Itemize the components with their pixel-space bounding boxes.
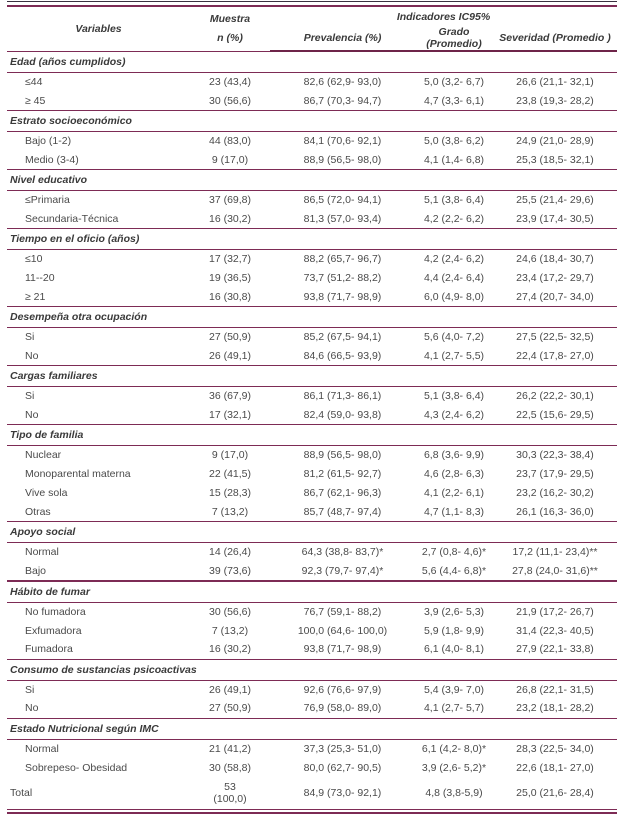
- cell-grado: 6,8 (3,6- 9,9): [423, 449, 485, 462]
- variable-section: [7, 170, 617, 229]
- cell-grado: 4,1 (1,4- 6,8): [423, 153, 485, 166]
- cell-muestra: 30 (56,6): [208, 94, 252, 107]
- row-label: 11--20: [25, 272, 55, 284]
- cell-severidad: 28,3 (22,5- 34,0): [516, 742, 594, 755]
- table-row: [7, 621, 617, 640]
- total-muestra: [190, 777, 270, 809]
- cell-prevalencia: 84,1 (70,6- 92,1): [303, 135, 382, 148]
- cell-severidad: 22,6 (18,1- 27,0): [516, 761, 594, 774]
- table-row: [7, 132, 617, 151]
- col-header-grado: Grado (Promedio): [415, 26, 493, 51]
- variable-section: [7, 718, 617, 777]
- row-label: No: [25, 702, 39, 715]
- col-header-muestra-line2: n (%): [217, 31, 243, 44]
- section-title-row: [7, 170, 617, 191]
- cell-severidad: 23,9 (17,4- 30,5): [516, 212, 594, 225]
- cell-grado: 5,0 (3,8- 6,2): [423, 135, 485, 148]
- row-label: ≤Primaria: [25, 194, 70, 207]
- cell-prevalencia: 93,8 (71,7- 98,9): [303, 290, 382, 303]
- cell-grado: 4,1 (2,7- 5,5): [423, 349, 485, 362]
- row-label: ≥ 21: [25, 290, 46, 303]
- cell-prevalencia: 86,7 (70,3- 94,7): [303, 94, 382, 107]
- table-row: [7, 250, 617, 269]
- variable-section: [7, 366, 617, 425]
- variable-section: [7, 51, 617, 111]
- row-label: Si: [25, 390, 35, 403]
- table-row: [7, 347, 617, 366]
- variable-section: [7, 522, 617, 581]
- col-header-muestra-line1: Muestra: [209, 12, 251, 25]
- cell-prevalencia: 92,6 (76,6- 97,9): [303, 683, 382, 696]
- section-title-row: [7, 51, 617, 73]
- section-title-row: [7, 718, 617, 739]
- total-severidad: 25,0 (21,6- 28,4): [516, 787, 594, 799]
- cell-grado: 4,7 (3,3- 6,1): [423, 94, 485, 107]
- row-label: Secundaria-Técnica: [25, 212, 119, 225]
- cell-prevalencia: 37,3 (25,3- 51,0): [303, 742, 382, 755]
- cell-muestra: 22 (41,5): [208, 468, 252, 480]
- row-label: Medio (3-4): [25, 153, 79, 166]
- cell-muestra: 26 (49,1): [208, 349, 252, 362]
- cell-grado: 5,1 (3,8- 6,4): [423, 390, 485, 403]
- section-title: Edad (años cumplidos): [7, 51, 617, 73]
- cell-severidad: 23,4 (17,2- 29,7): [516, 272, 594, 284]
- section-title: Consumo de sustancias psicoactivas: [7, 659, 617, 680]
- cell-muestra: 39 (73,6): [208, 564, 252, 577]
- row-label: Si: [25, 683, 35, 696]
- cell-grado: 4,2 (2,4- 6,2): [423, 253, 485, 266]
- variable-section: [7, 659, 617, 718]
- cell-severidad: 23,8 (19,3- 28,2): [516, 94, 594, 107]
- cell-prevalencia: 85,7 (48,7- 97,4): [303, 505, 382, 518]
- cell-prevalencia: 86,7 (62,1- 96,3): [303, 487, 382, 499]
- cell-muestra: 19 (36,5): [208, 272, 252, 284]
- cell-severidad: 30,3 (22,3- 38,4): [516, 449, 594, 462]
- table-row: [7, 680, 617, 699]
- cell-severidad: 26,2 (22,2- 30,1): [516, 390, 594, 403]
- cell-grado: 4,7 (1,1- 8,3): [423, 505, 485, 518]
- header-row-1: [7, 7, 617, 26]
- cell-severidad: 22,5 (15,6- 29,5): [516, 408, 594, 421]
- cell-grado: 5,1 (3,8- 6,4): [423, 194, 485, 207]
- section-title-row: [7, 425, 617, 446]
- table-row: [7, 92, 617, 111]
- table-bottom-rule: [7, 809, 617, 814]
- cell-muestra: 14 (26,4): [208, 546, 252, 559]
- cell-severidad: 21,9 (17,2- 26,7): [516, 605, 594, 618]
- cell-muestra: 44 (83,0): [208, 135, 252, 148]
- cell-grado: 3,9 (2,6- 5,2)*: [421, 761, 487, 774]
- cell-prevalencia: 86,5 (72,0- 94,1): [303, 194, 382, 207]
- cell-muestra: 9 (17,0): [211, 449, 249, 462]
- cell-grado: 6,1 (4,2- 8,0)*: [421, 742, 487, 755]
- row-label: Normal: [25, 546, 59, 559]
- total-section: [7, 777, 617, 809]
- cell-severidad: 17,2 (11,1- 23,4)**: [512, 546, 598, 559]
- table-row: [7, 739, 617, 758]
- cell-muestra: 27 (50,9): [208, 331, 252, 344]
- cell-severidad: 27,9 (22,1- 33,8): [516, 643, 594, 656]
- row-label: Bajo (1-2): [25, 135, 72, 148]
- cell-severidad: 24,6 (18,4- 30,7): [516, 253, 594, 266]
- cell-grado: 6,0 (4,9- 8,0): [423, 290, 485, 303]
- variable-section: [7, 307, 617, 366]
- section-title-row: [7, 229, 617, 250]
- section-title-row: [7, 111, 617, 132]
- row-label: Normal: [25, 742, 59, 755]
- cell-grado: 5,6 (4,4- 6,8)*: [421, 564, 487, 577]
- table-row: [7, 73, 617, 92]
- cell-prevalencia: 64,3 (38,8- 83,7)*: [301, 546, 384, 559]
- table-row: [7, 328, 617, 347]
- cell-severidad: 27,8 (24,0- 31,6)**: [512, 564, 598, 577]
- total-label: Total: [10, 787, 33, 799]
- cell-grado: 4,1 (2,2- 6,1): [423, 487, 485, 499]
- table-row: [7, 151, 617, 170]
- cell-severidad: 25,3 (18,5- 32,1): [516, 153, 594, 166]
- cell-grado: 4,3 (2,4- 6,2): [423, 408, 485, 421]
- total-muestra-line1: 53: [224, 781, 236, 793]
- cell-grado: 3,9 (2,6- 5,3): [423, 605, 485, 618]
- cell-prevalencia: 92,3 (79,7- 97,4)*: [301, 564, 384, 577]
- table-row: [7, 562, 617, 581]
- table-row: [7, 602, 617, 621]
- row-label: ≥ 45: [25, 94, 46, 107]
- col-header-variables: Variables: [75, 22, 122, 35]
- cell-grado: 6,1 (4,0- 8,1): [423, 643, 485, 656]
- table-row: [7, 406, 617, 425]
- table-row: [7, 699, 617, 718]
- cell-prevalencia: 93,8 (71,7- 98,9): [303, 643, 382, 656]
- table-row: [7, 543, 617, 562]
- table-row: [7, 288, 617, 307]
- section-title-row: [7, 659, 617, 680]
- variable-section: [7, 111, 617, 170]
- cell-grado: 5,0 (3,2- 6,7): [423, 76, 485, 89]
- cell-muestra: 9 (17,0): [211, 153, 249, 166]
- cell-muestra: 16 (30,2): [208, 212, 252, 225]
- col-header-indicadores: Indicadores IC95%: [396, 10, 491, 23]
- cell-severidad: 26,8 (22,1- 31,5): [516, 683, 594, 696]
- row-label: No: [25, 349, 39, 362]
- variable-section: [7, 229, 617, 307]
- cell-muestra: 27 (50,9): [208, 702, 252, 715]
- total-muestra-line2: (100,0): [213, 793, 247, 805]
- cell-prevalencia: 81,3 (57,0- 93,4): [303, 212, 382, 225]
- cell-severidad: 22,4 (17,8- 27,0): [516, 349, 594, 362]
- cell-prevalencia: 88,2 (65,7- 96,7): [303, 253, 382, 266]
- cell-grado: 5,9 (1,8- 9,9): [423, 624, 485, 637]
- section-title-row: [7, 307, 617, 328]
- cell-grado: 4,4 (2,4- 6,4): [423, 272, 485, 284]
- cell-severidad: 26,1 (16,3- 36,0): [516, 505, 594, 518]
- cell-prevalencia: 84,6 (66,5- 93,9): [303, 349, 382, 362]
- col-header-severidad: Severidad (Promedio ): [493, 26, 617, 51]
- cell-grado: 4,2 (2,2- 6,2): [423, 212, 485, 225]
- cell-prevalencia: 80,0 (62,7- 90,5): [303, 761, 382, 774]
- cell-muestra: 16 (30,2): [208, 643, 252, 656]
- table-row: [7, 446, 617, 465]
- section-title: Estado Nutricional según IMC: [7, 718, 617, 739]
- cell-muestra: 23 (43,4): [208, 76, 252, 89]
- row-label: No: [25, 408, 39, 421]
- row-label: Exfumadora: [25, 624, 82, 637]
- cell-grado: 5,6 (4,0- 7,2): [423, 331, 485, 344]
- cell-muestra: 16 (30,8): [208, 290, 252, 303]
- section-title: Tipo de familia: [7, 425, 617, 446]
- cell-severidad: 23,2 (16,2- 30,2): [516, 487, 594, 499]
- row-label: Vive sola: [25, 487, 68, 499]
- cell-prevalencia: 100,0 (64,6- 100,0): [297, 624, 388, 637]
- cell-muestra: 17 (32,1): [208, 408, 252, 421]
- cell-muestra: 37 (69,8): [208, 194, 252, 207]
- table-row: [7, 640, 617, 659]
- table-row: [7, 387, 617, 406]
- cell-prevalencia: 76,9 (58,0- 89,0): [303, 702, 382, 715]
- cell-prevalencia: 88,9 (56,5- 98,0): [303, 153, 382, 166]
- table-row: [7, 758, 617, 777]
- row-label: Fumadora: [25, 643, 73, 656]
- cell-muestra: 15 (28,3): [208, 487, 252, 499]
- section-title: Nivel educativo: [7, 170, 617, 191]
- cell-prevalencia: 82,6 (62,9- 93,0): [303, 76, 382, 89]
- table-row: [7, 465, 617, 484]
- cell-prevalencia: 85,2 (67,5- 94,1): [303, 331, 382, 344]
- col-header-prevalencia: Prevalencia (%): [270, 26, 415, 51]
- row-label: No fumadora: [25, 605, 86, 618]
- row-label: Si: [25, 331, 35, 344]
- variable-section: [7, 425, 617, 522]
- cell-severidad: 23,7 (17,9- 29,5): [516, 468, 594, 480]
- cell-prevalencia: 86,1 (71,3- 86,1): [303, 390, 382, 403]
- cell-muestra: 30 (56,6): [208, 605, 252, 618]
- cell-grado: 5,4 (3,9- 7,0): [423, 683, 485, 696]
- row-label: ≤44: [25, 76, 43, 89]
- section-title: Apoyo social: [7, 522, 617, 543]
- cell-grado: 4,6 (2,8- 6,3): [423, 468, 485, 480]
- cell-grado: 4,1 (2,7- 5,7): [423, 702, 485, 715]
- col-header-muestra: [190, 7, 270, 51]
- cell-severidad: 27,4 (20,7- 34,0): [516, 290, 594, 303]
- section-title: Tiempo en el oficio (años): [7, 229, 617, 250]
- cell-prevalencia: 76,7 (59,1- 88,2): [303, 605, 382, 618]
- table-header: [7, 7, 617, 51]
- row-label: Otras: [25, 505, 51, 518]
- cell-severidad: 24,9 (21,0- 28,9): [516, 135, 594, 148]
- cell-grado: 2,7 (0,8- 4,6)*: [421, 546, 487, 559]
- cell-muestra: 21 (41,2): [208, 742, 252, 755]
- cell-muestra: 7 (13,2): [211, 624, 249, 637]
- cell-severidad: 31,4 (22,3- 40,5): [516, 624, 594, 637]
- table-row: [7, 484, 617, 503]
- section-title: Estrato socioeconómico: [7, 111, 617, 132]
- table-row: [7, 210, 617, 229]
- section-title: Hábito de fumar: [7, 581, 617, 603]
- section-title: Desempeña otra ocupación: [7, 307, 617, 328]
- results-table: [7, 7, 617, 809]
- row-label: Sobrepeso- Obesidad: [25, 761, 128, 774]
- cell-severidad: 27,5 (22,5- 32,5): [516, 331, 594, 344]
- row-label: ≤10: [25, 253, 43, 266]
- cell-prevalencia: 73,7 (51,2- 88,2): [303, 272, 382, 284]
- total-grado: 4,8 (3,8-5,9): [425, 787, 483, 799]
- cell-prevalencia: 88,9 (56,5- 98,0): [303, 449, 382, 462]
- cell-severidad: 23,2 (18,1- 28,2): [516, 702, 594, 715]
- section-title-row: [7, 581, 617, 603]
- row-label: Nuclear: [25, 449, 62, 462]
- row-label: Bajo: [25, 564, 47, 577]
- cell-muestra: 17 (32,7): [208, 253, 252, 266]
- row-label: Monoparental materna: [25, 468, 131, 480]
- table-row: [7, 269, 617, 288]
- table-row: [7, 191, 617, 210]
- cell-severidad: 26,6 (21,1- 32,1): [516, 76, 594, 89]
- section-title-row: [7, 522, 617, 543]
- variable-section: [7, 581, 617, 660]
- cell-muestra: 36 (67,9): [208, 390, 252, 403]
- total-row: [7, 777, 617, 809]
- cell-muestra: 26 (49,1): [208, 683, 252, 696]
- table-row: [7, 503, 617, 522]
- section-title: Cargas familiares: [7, 366, 617, 387]
- total-prevalencia: 84,9 (73,0- 92,1): [303, 787, 382, 799]
- section-title-row: [7, 366, 617, 387]
- cell-severidad: 25,5 (21,4- 29,6): [516, 194, 594, 207]
- cell-prevalencia: 81,2 (61,5- 92,7): [303, 468, 382, 480]
- cell-prevalencia: 82,4 (59,0- 93,8): [303, 408, 382, 421]
- cell-muestra: 30 (58,8): [208, 761, 252, 774]
- cell-muestra: 7 (13,2): [211, 505, 249, 518]
